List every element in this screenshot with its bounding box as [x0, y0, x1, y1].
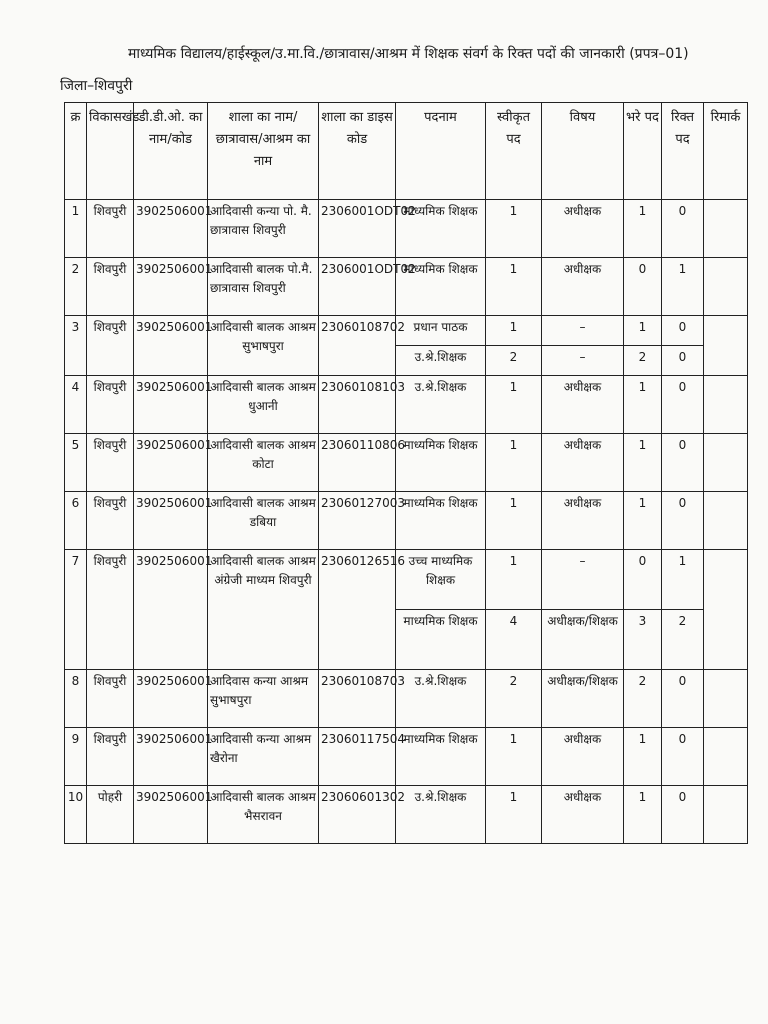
filled-posts: 2 — [624, 346, 662, 376]
sanctioned-posts: 1 — [486, 786, 542, 844]
subject: अधीक्षक — [542, 258, 624, 316]
post-name: माध्यमिक शिक्षक — [396, 434, 486, 492]
sanctioned-posts: 1 — [486, 258, 542, 316]
table-body — [65, 200, 748, 844]
sanctioned-posts: 1 — [486, 316, 542, 346]
post-name: उ.श्रे.शिक्षक — [396, 670, 486, 728]
sanctioned-posts: 1 — [486, 200, 542, 258]
vacant-posts: 0 — [662, 376, 704, 434]
remark-cell — [704, 670, 748, 728]
filled-posts: 2 — [624, 670, 662, 728]
vacant-posts: 0 — [662, 346, 704, 376]
col-header-dise: शाला का डाइस कोड — [319, 103, 396, 200]
block-name: शिवपुरी — [87, 376, 134, 434]
post-name: उच्च माध्यमिक शिक्षक — [396, 550, 486, 610]
sanctioned-posts: 2 — [486, 670, 542, 728]
subject: अधीक्षक — [542, 376, 624, 434]
subject: – — [542, 346, 624, 376]
table-header-row — [65, 103, 748, 200]
sanctioned-posts: 4 — [486, 610, 542, 670]
serial-number: 1 — [65, 200, 87, 258]
post-name: माध्यमिक शिक्षक — [396, 492, 486, 550]
school-name: आदिवासी कन्या पो. मै. छात्रावास शिवपुरी — [208, 200, 319, 258]
block-name: शिवपुरी — [87, 258, 134, 316]
filled-posts: 1 — [624, 316, 662, 346]
post-name: उ.श्रे.शिक्षक — [396, 346, 486, 376]
vacancy-table — [64, 102, 748, 844]
serial-number: 8 — [65, 670, 87, 728]
post-name: माध्यमिक शिक्षक — [396, 200, 486, 258]
school-name: आदिवासी बालक आश्रम डबिया — [208, 492, 319, 550]
sanctioned-posts: 1 — [486, 550, 542, 610]
school-name: आदिवासी बालक आश्रम धुआनी — [208, 376, 319, 434]
vacant-posts: 0 — [662, 728, 704, 786]
subject: – — [542, 316, 624, 346]
col-header-sn: क्र — [65, 103, 87, 200]
col-header-sanctioned: स्वीकृत पद — [486, 103, 542, 200]
ddo-code: 3902506001 — [134, 258, 208, 316]
block-name: शिवपुरी — [87, 670, 134, 728]
serial-number: 5 — [65, 434, 87, 492]
serial-number: 9 — [65, 728, 87, 786]
col-header-school: शाला का नाम/छात्रावास/आश्रम का नाम — [208, 103, 319, 200]
ddo-code: 3902506001 — [134, 376, 208, 434]
dise-code: 2306001ODT02 — [319, 258, 396, 316]
block-name: पोहरी — [87, 786, 134, 844]
remark-cell — [704, 258, 748, 316]
remark-cell — [704, 376, 748, 434]
filled-posts: 3 — [624, 610, 662, 670]
school-name: आदिवासी बालक आश्रम सुभाषपुरा — [208, 316, 319, 376]
col-header-vacant: रिक्त पद — [662, 103, 704, 200]
vacant-posts: 2 — [662, 610, 704, 670]
vacant-posts: 1 — [662, 258, 704, 316]
serial-number: 2 — [65, 258, 87, 316]
remark-cell — [704, 786, 748, 844]
ddo-code: 3902506001 — [134, 200, 208, 258]
ddo-code: 3902506001 — [134, 728, 208, 786]
block-name: शिवपुरी — [87, 492, 134, 550]
remark-cell — [704, 550, 748, 670]
serial-number: 6 — [65, 492, 87, 550]
remark-cell — [704, 316, 748, 376]
col-header-subject: विषय — [542, 103, 624, 200]
col-header-post: पदनाम — [396, 103, 486, 200]
subject: – — [542, 550, 624, 610]
sanctioned-posts: 1 — [486, 492, 542, 550]
school-name: आदिवासी बालक आश्रम भैसरावन — [208, 786, 319, 844]
filled-posts: 1 — [624, 200, 662, 258]
block-name: शिवपुरी — [87, 434, 134, 492]
filled-posts: 0 — [624, 258, 662, 316]
dise-code: 23060601302 — [319, 786, 396, 844]
ddo-code: 3902506001 — [134, 550, 208, 670]
table-row — [65, 258, 748, 316]
school-name: आदिवासी बालक आश्रम कोटा — [208, 434, 319, 492]
block-name: शिवपुरी — [87, 200, 134, 258]
filled-posts: 1 — [624, 376, 662, 434]
vacant-posts: 0 — [662, 316, 704, 346]
col-header-ddo: डी.डी.ओ. का नाम/कोड — [134, 103, 208, 200]
dise-code: 23060127003 — [319, 492, 396, 550]
vacant-posts: 0 — [662, 670, 704, 728]
block-name: शिवपुरी — [87, 316, 134, 376]
school-name: आदिवासी बालक आश्रम अंग्रेजी माध्यम शिवपुरी — [208, 550, 319, 670]
subject: अधीक्षक — [542, 200, 624, 258]
subject: अधीक्षक/शिक्षक — [542, 610, 624, 670]
filled-posts: 0 — [624, 550, 662, 610]
filled-posts: 1 — [624, 786, 662, 844]
dise-code: 23060117504 — [319, 728, 396, 786]
remark-cell — [704, 728, 748, 786]
dise-code: 23060126516 — [319, 550, 396, 670]
filled-posts: 1 — [624, 728, 662, 786]
remark-cell — [704, 492, 748, 550]
district-label: जिला–शिवपुरी — [60, 78, 133, 94]
dise-code: 23060108103 — [319, 376, 396, 434]
table-row — [65, 786, 748, 844]
ddo-code: 3902506001 — [134, 786, 208, 844]
ddo-code: 3902506001 — [134, 492, 208, 550]
subject: अधीक्षक/शिक्षक — [542, 670, 624, 728]
table-row — [65, 376, 748, 434]
post-name: माध्यमिक शिक्षक — [396, 610, 486, 670]
subject: अधीक्षक — [542, 728, 624, 786]
post-name: प्रधान पाठक — [396, 316, 486, 346]
serial-number: 4 — [65, 376, 87, 434]
table-row — [65, 316, 748, 346]
col-header-filled: भरे पद — [624, 103, 662, 200]
vacant-posts: 0 — [662, 434, 704, 492]
school-name: आदिवासी बालक पो.मै. छात्रावास शिवपुरी — [208, 258, 319, 316]
remark-cell — [704, 434, 748, 492]
vacant-posts: 1 — [662, 550, 704, 610]
table-row — [65, 728, 748, 786]
ddo-code: 3902506001 — [134, 670, 208, 728]
school-name: आदिवास कन्या आश्रम सुभाषपुरा — [208, 670, 319, 728]
sanctioned-posts: 1 — [486, 434, 542, 492]
post-name: माध्यमिक शिक्षक — [396, 258, 486, 316]
vacant-posts: 0 — [662, 786, 704, 844]
document-title: माध्यमिक विद्यालय/हाईस्कूल/उ.मा.वि./छात्रावास/आश्रम में शिक्षक संवर्ग के रिक्त पदों की जानकारी (प्रपत्र–01) — [128, 46, 689, 62]
dise-code: 23060110806 — [319, 434, 396, 492]
subject: अधीक्षक — [542, 492, 624, 550]
vacant-posts: 0 — [662, 200, 704, 258]
ddo-code: 3902506001 — [134, 316, 208, 376]
filled-posts: 1 — [624, 492, 662, 550]
filled-posts: 1 — [624, 434, 662, 492]
post-name: माध्यमिक शिक्षक — [396, 728, 486, 786]
block-name: शिवपुरी — [87, 728, 134, 786]
serial-number: 7 — [65, 550, 87, 670]
serial-number: 3 — [65, 316, 87, 376]
school-name: आदिवासी कन्या आश्रम खैरोना — [208, 728, 319, 786]
vacant-posts: 0 — [662, 492, 704, 550]
block-name: शिवपुरी — [87, 550, 134, 670]
table-row — [65, 200, 748, 258]
col-header-block: विकासखंड — [87, 103, 134, 200]
dise-code: 23060108703 — [319, 670, 396, 728]
subject: अधीक्षक — [542, 434, 624, 492]
remark-cell — [704, 200, 748, 258]
subject: अधीक्षक — [542, 786, 624, 844]
table-row — [65, 670, 748, 728]
col-header-remark: रिमार्क — [704, 103, 748, 200]
post-name: उ.श्रे.शिक्षक — [396, 376, 486, 434]
dise-code: 23060108702 — [319, 316, 396, 376]
post-name: उ.श्रे.शिक्षक — [396, 786, 486, 844]
table-row — [65, 492, 748, 550]
sanctioned-posts: 1 — [486, 376, 542, 434]
serial-number: 10 — [65, 786, 87, 844]
ddo-code: 3902506001 — [134, 434, 208, 492]
dise-code: 2306001ODT02 — [319, 200, 396, 258]
table-row — [65, 434, 748, 492]
table-row — [65, 550, 748, 610]
sanctioned-posts: 1 — [486, 728, 542, 786]
sanctioned-posts: 2 — [486, 346, 542, 376]
